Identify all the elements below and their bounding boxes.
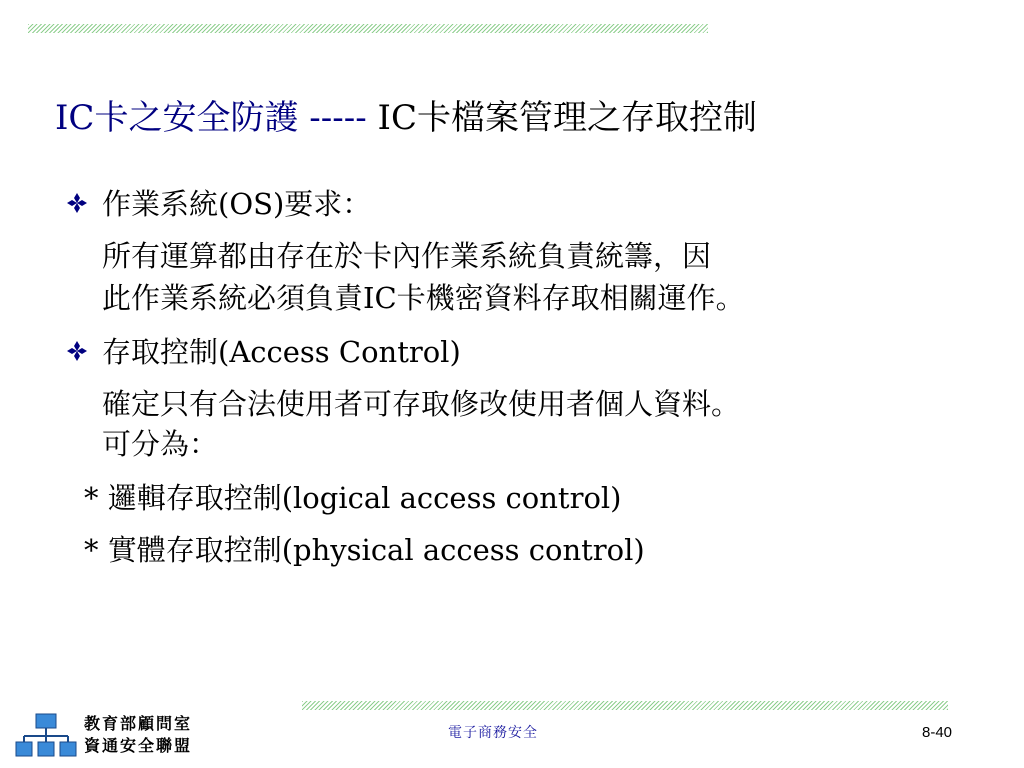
diamond-bullet-icon bbox=[66, 340, 88, 362]
diamond-bullet-icon bbox=[66, 192, 88, 214]
footer-org-line2: 資通安全聯盟 bbox=[84, 736, 193, 755]
body-line: 可分為： bbox=[102, 427, 219, 461]
sub-item-logical: * 邏輯存取控制(logical access control) bbox=[84, 481, 622, 515]
slide-title bbox=[55, 96, 757, 140]
bullet-access-control: 存取控制(Access Control) bbox=[102, 335, 461, 369]
footer-organization bbox=[84, 713, 192, 757]
network-logo-icon bbox=[14, 712, 78, 760]
body-line: 所有運算都由存在於卡內作業系統負責統籌，因 bbox=[102, 239, 712, 273]
bullet-os-requirement: 作業系統(OS)要求： bbox=[102, 187, 372, 221]
title-main: IC卡之安全防護 ----- bbox=[55, 98, 367, 138]
title-subtitle: IC卡檔案管理之存取控制 bbox=[366, 98, 757, 138]
page-number: 8-40 bbox=[922, 724, 953, 741]
bottom-decorative-stripe bbox=[302, 701, 948, 710]
footer-org-line1: 教育部顧問室 bbox=[84, 714, 193, 733]
sub-item-physical: * 實體存取控制(physical access control) bbox=[84, 533, 645, 567]
body-line: 此作業系統必須負責IC卡機密資料存取相關運作。 bbox=[102, 281, 745, 315]
footer-course-title: 電子商務安全 bbox=[448, 725, 538, 741]
top-decorative-stripe bbox=[28, 24, 708, 33]
body-line: 確定只有合法使用者可存取修改使用者個人資料。 bbox=[102, 387, 741, 421]
